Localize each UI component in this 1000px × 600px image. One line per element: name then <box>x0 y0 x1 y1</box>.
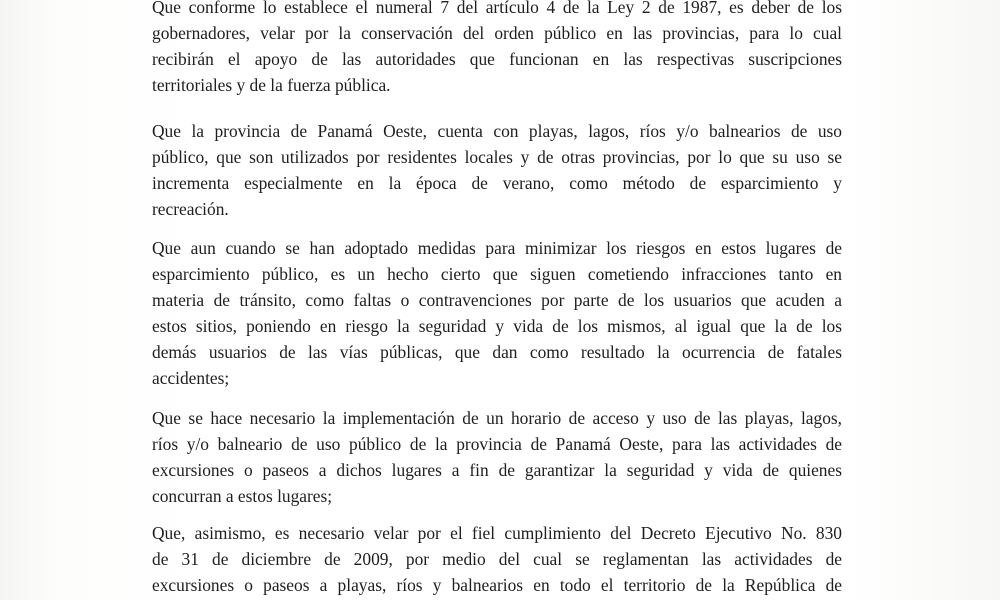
paragraph-line-text: demás usuarios de las vías públicas, que dan como resultado la ocurrencia de fatales <box>152 342 842 362</box>
paragraph-line-text: concurran a estos lugares; <box>152 486 333 506</box>
paragraph-line-text: excursiones o paseos a dichos lugares a fin de garantizar la seguridad y vida de quienes <box>152 460 842 480</box>
paragraph-2 <box>152 118 842 222</box>
paragraph-line-text: Que aun cuando se han adoptado medidas para minimizar los riesgos en estos lugares de <box>152 238 842 258</box>
paragraph-line <box>152 405 842 431</box>
paragraph-line <box>152 546 842 572</box>
paragraph-line <box>152 287 842 313</box>
paragraph-4 <box>152 405 842 509</box>
paragraph-line-text: ríos y/o balneario de uso público de la provincia de Panamá Oeste, para las actividades de <box>152 434 842 454</box>
paragraph-line <box>152 170 842 196</box>
paragraph-line-text: recibirán el apoyo de las autoridades que funcionan en las respectivas suscripciones <box>152 49 842 69</box>
paragraph-line <box>152 144 842 170</box>
paragraph-line-text: accidentes; <box>152 368 230 388</box>
paragraph-line <box>152 483 842 509</box>
paragraph-line <box>152 520 842 546</box>
paragraph-line <box>152 572 842 598</box>
paragraph-line <box>152 339 842 365</box>
paragraph-line-text: excursiones o paseos a playas, ríos y balnearios en todo el territorio de la República de <box>152 575 842 595</box>
paragraph-line-text: público, que son utilizados por residentes locales y de otras provincias, por lo que su uso se <box>152 147 842 167</box>
paragraph-line <box>152 72 842 98</box>
paragraph-line-text: Que se hace necesario la implementación de un horario de acceso y uso de las playas, lagos, <box>152 408 842 428</box>
paragraph-1 <box>152 0 842 98</box>
paragraph-line <box>152 0 842 20</box>
paragraph-line-text: recreación. <box>152 199 229 219</box>
paragraph-line-text: incrementa especialmente en la época de verano, como método de esparcimiento y <box>152 173 842 193</box>
paragraph-line <box>152 46 842 72</box>
paragraph-line-text: Que conforme lo establece el numeral 7 del artículo 4 de la Ley 2 de 1987, es deber de los <box>152 0 842 17</box>
paragraph-5 <box>152 520 842 598</box>
paragraph-line <box>152 235 842 261</box>
paragraph-line-text: materia de tránsito, como faltas o contravenciones por parte de los usuarios que acuden a <box>152 290 842 310</box>
paragraph-line <box>152 431 842 457</box>
paragraph-line <box>152 196 842 222</box>
paragraph-line <box>152 20 842 46</box>
paragraph-line-text: esparcimiento público, es un hecho cierto que siguen cometiendo infracciones tanto en <box>152 264 842 284</box>
paragraph-line-text: de 31 de diciembre de 2009, por medio del cual se reglamentan las actividades de <box>152 549 842 569</box>
paragraph-line <box>152 118 842 144</box>
paragraph-line <box>152 457 842 483</box>
paragraph-line-text: Que, asimismo, es necesario velar por el fiel cumplimiento del Decreto Ejecutivo No. 830 <box>152 523 842 543</box>
paragraph-line-text: territoriales y de la fuerza pública. <box>152 75 391 95</box>
paragraph-line-text: gobernadores, velar por la conservación del orden público en las provincias, para lo cual <box>152 23 842 43</box>
paragraph-line <box>152 313 842 339</box>
paragraph-line-text: estos sitios, poniendo en riesgo la seguridad y vida de los mismos, al igual que la de los <box>152 316 842 336</box>
paragraph-line-text: Que la provincia de Panamá Oeste, cuenta con playas, lagos, ríos y/o balnearios de uso <box>152 121 842 141</box>
paragraph-3 <box>152 235 842 391</box>
paragraph-line <box>152 365 842 391</box>
paragraph-line <box>152 261 842 287</box>
